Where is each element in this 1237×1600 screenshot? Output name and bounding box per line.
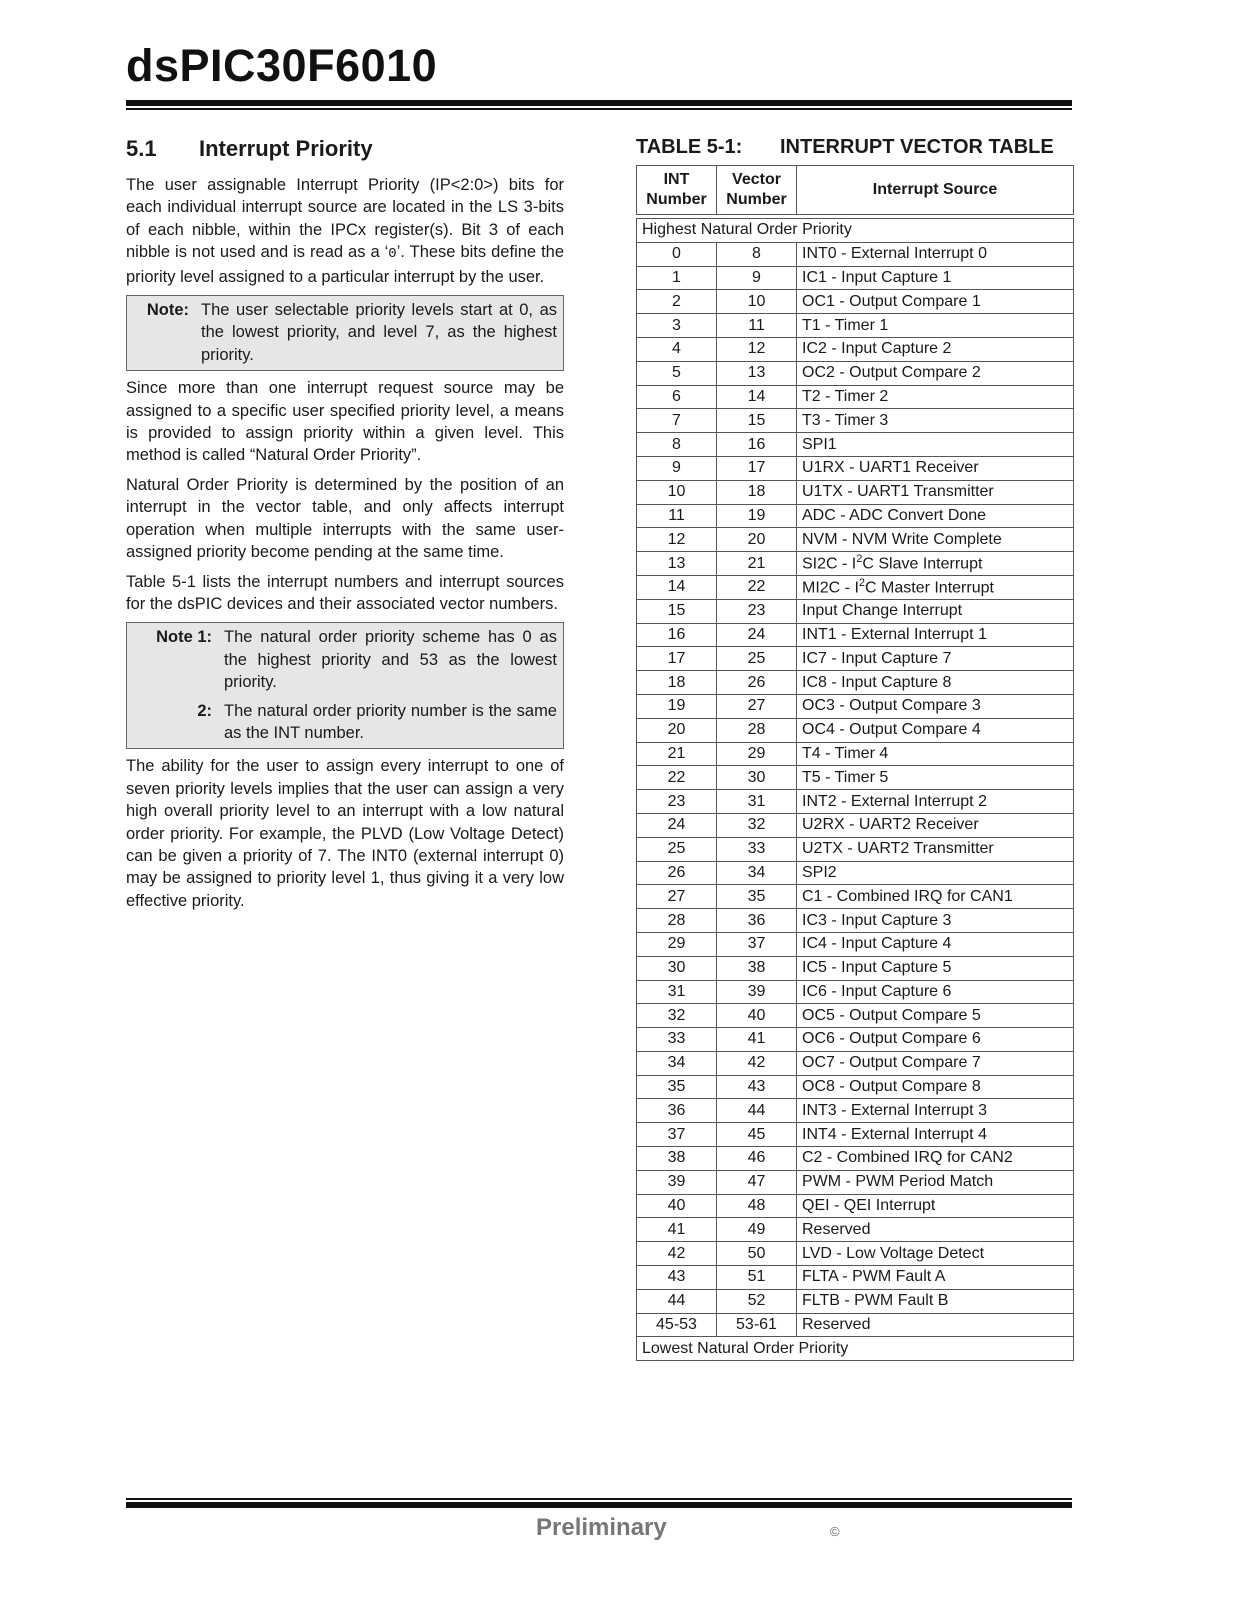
- int-number-cell: 11: [637, 504, 717, 528]
- source-text-suffix: C Slave Interrupt: [862, 555, 983, 573]
- vector-number-cell: 27: [717, 694, 797, 718]
- interrupt-source-cell: OC7 - Output Compare 7: [797, 1051, 1074, 1075]
- table-row: [637, 837, 1074, 861]
- vector-number-cell: 48: [717, 1194, 797, 1218]
- note-box-priority-levels: [126, 295, 564, 371]
- int-number-cell: 0: [637, 242, 717, 266]
- table-row: [637, 1028, 1074, 1052]
- table-row: [637, 528, 1074, 552]
- int-number-cell: 13: [637, 552, 717, 576]
- int-number-cell: 29: [637, 932, 717, 956]
- interrupt-source-cell: [797, 575, 1074, 599]
- paragraph-natural-order-definition: Natural Order Priority is determined by the position of an interrupt in the vector table, and only affects interrupt operation when multiple interrupts with the same user-assigned priority become pending at the same time.: [126, 475, 564, 562]
- interrupt-source-cell: FLTA - PWM Fault A: [797, 1266, 1074, 1290]
- footer-rule-thin: [126, 1498, 1072, 1500]
- paragraph-priority-bits: [126, 174, 564, 288]
- interrupt-source-cell: T1 - Timer 1: [797, 314, 1074, 338]
- table-row: [637, 623, 1074, 647]
- int-number-cell: 39: [637, 1170, 717, 1194]
- note-row-1: [133, 626, 557, 693]
- paragraph-table-reference: Table 5-1 lists the interrupt numbers and interrupt sources for the dsPIC devices and their associated vector numbers.: [126, 572, 564, 613]
- table-row: [637, 909, 1074, 933]
- interrupt-source-cell: INT2 - External Interrupt 2: [797, 790, 1074, 814]
- section-number: 5.1: [126, 136, 157, 161]
- interrupt-source-cell: U2RX - UART2 Receiver: [797, 813, 1074, 837]
- vector-number-cell: 26: [717, 671, 797, 695]
- table-row: [637, 694, 1074, 718]
- vector-number-cell: 24: [717, 623, 797, 647]
- int-number-cell: 8: [637, 433, 717, 457]
- table-row: [637, 361, 1074, 385]
- table-row: [637, 1289, 1074, 1313]
- vector-number-cell: 36: [717, 909, 797, 933]
- int-number-cell: 9: [637, 456, 717, 480]
- interrupt-source-cell: IC1 - Input Capture 1: [797, 266, 1074, 290]
- int-number-cell: 27: [637, 885, 717, 909]
- paragraph-priority-example: The ability for the user to assign every interrupt to one of seven priority levels implies that the user can assign a very high overall priority level to an interrupt with a low natural order priority. For example, the PLVD (Low Voltage Detect) can be given a priority of 7. The INT0 (external interrupt 0) may be assigned to priority level 1, thus giving it a very low effective priority.: [126, 757, 564, 910]
- int-number-cell: 5: [637, 361, 717, 385]
- section-title: Interrupt Priority: [199, 136, 373, 161]
- table-caption: [636, 136, 1074, 159]
- int-number-cell: 17: [637, 647, 717, 671]
- int-number-cell: 42: [637, 1242, 717, 1266]
- table-row: [637, 671, 1074, 695]
- vector-number-cell: 10: [717, 290, 797, 314]
- interrupt-source-cell: IC5 - Input Capture 5: [797, 956, 1074, 980]
- interrupt-source-cell: INT0 - External Interrupt 0: [797, 242, 1074, 266]
- lowest-priority-row: [637, 1337, 1074, 1361]
- vector-number-cell: 38: [717, 956, 797, 980]
- note-label-2: 2:: [197, 701, 212, 720]
- right-column: [636, 136, 1074, 1361]
- int-number-cell: 30: [637, 956, 717, 980]
- interrupt-source-cell: OC3 - Output Compare 3: [797, 694, 1074, 718]
- interrupt-source-cell: IC6 - Input Capture 6: [797, 980, 1074, 1004]
- interrupt-source-cell: INT4 - External Interrupt 4: [797, 1123, 1074, 1147]
- document-title: dsPIC30F6010: [126, 40, 438, 91]
- interrupt-source-cell: OC2 - Output Compare 2: [797, 361, 1074, 385]
- int-number-cell: 21: [637, 742, 717, 766]
- table-row: [637, 813, 1074, 837]
- table-row: [637, 861, 1074, 885]
- table-row: [637, 433, 1074, 457]
- int-number-cell: 40: [637, 1194, 717, 1218]
- vector-number-cell: 50: [717, 1242, 797, 1266]
- header-rule-thick: [126, 100, 1072, 106]
- vector-number-cell: 29: [717, 742, 797, 766]
- int-number-cell: 41: [637, 1218, 717, 1242]
- table-row: [637, 1004, 1074, 1028]
- interrupt-source-cell: T4 - Timer 4: [797, 742, 1074, 766]
- interrupt-source-cell: IC8 - Input Capture 8: [797, 671, 1074, 695]
- table-row: [637, 1313, 1074, 1337]
- int-number-cell: 28: [637, 909, 717, 933]
- table-row: [637, 504, 1074, 528]
- table-row: [637, 242, 1074, 266]
- vector-number-cell: 9: [717, 266, 797, 290]
- table-row: [637, 480, 1074, 504]
- vector-number-cell: 41: [717, 1028, 797, 1052]
- table-caption-title: INTERRUPT VECTOR TABLE: [780, 136, 1054, 158]
- footer-preliminary: Preliminary: [536, 1514, 667, 1541]
- int-number-cell: 3: [637, 314, 717, 338]
- table-row: [637, 1266, 1074, 1290]
- vector-number-cell: 43: [717, 1075, 797, 1099]
- vector-number-cell: 25: [717, 647, 797, 671]
- int-number-cell: 23: [637, 790, 717, 814]
- interrupt-source-cell: U1TX - UART1 Transmitter: [797, 480, 1074, 504]
- table-row: [637, 575, 1074, 599]
- int-number-cell: 44: [637, 1289, 717, 1313]
- paragraph-priority-bits-b: ’. These bits define the priority level assigned to a particular interrupt by the user.: [126, 243, 565, 286]
- table-row: [637, 718, 1074, 742]
- interrupt-source-cell: U2TX - UART2 Transmitter: [797, 837, 1074, 861]
- vector-number-cell: 17: [717, 456, 797, 480]
- source-text-prefix: MI2C - I: [802, 579, 859, 597]
- vector-number-cell: 33: [717, 837, 797, 861]
- table-row: [637, 932, 1074, 956]
- table-row: [637, 599, 1074, 623]
- table-row: [637, 885, 1074, 909]
- interrupt-source-cell: IC4 - Input Capture 4: [797, 932, 1074, 956]
- note-row: [133, 299, 557, 366]
- superscript-two: 2: [858, 577, 866, 590]
- vector-number-cell: 15: [717, 409, 797, 433]
- highest-priority-label: Highest Natural Order Priority: [637, 219, 1074, 243]
- vector-number-cell: 39: [717, 980, 797, 1004]
- paragraph-priority-bits-a: The user assignable Interrupt Priority (IP<2:0>) bits for each individual interrupt source are located in the LS 3-bits of each nibble, within the IPCx register(s). Bit 3 of each nibble is not used and is read as a ‘: [126, 176, 564, 262]
- table-row: [637, 1242, 1074, 1266]
- column-header-int-number: INT Number: [637, 166, 717, 215]
- table-row: [637, 1123, 1074, 1147]
- interrupt-source-cell: NVM - NVM Write Complete: [797, 528, 1074, 552]
- column-header-interrupt-source: Interrupt Source: [797, 166, 1074, 215]
- vector-number-cell: 8: [717, 242, 797, 266]
- int-number-cell: 24: [637, 813, 717, 837]
- interrupt-source-cell: [797, 552, 1074, 576]
- table-caption-number: TABLE 5-1:: [636, 136, 743, 158]
- interrupt-source-cell: IC7 - Input Capture 7: [797, 647, 1074, 671]
- vector-number-cell: 16: [717, 433, 797, 457]
- table-row: [637, 1075, 1074, 1099]
- table-row: [637, 290, 1074, 314]
- note-row-2: [133, 700, 557, 745]
- column-header-vector-number: Vector Number: [717, 166, 797, 215]
- paragraph-natural-order-intro: Since more than one interrupt request source may be assigned to a specific user specified priority level, a means is provided to assign priority within a given level. This method is called “Natural Order Priority”.: [126, 379, 564, 465]
- interrupt-source-cell: SPI2: [797, 861, 1074, 885]
- table-row: [637, 1170, 1074, 1194]
- vector-number-cell: 44: [717, 1099, 797, 1123]
- int-number-cell: 14: [637, 575, 717, 599]
- interrupt-source-cell: ADC - ADC Convert Done: [797, 504, 1074, 528]
- int-number-cell: 36: [637, 1099, 717, 1123]
- interrupt-source-cell: OC1 - Output Compare 1: [797, 290, 1074, 314]
- int-number-cell: 43: [637, 1266, 717, 1290]
- vector-number-cell: 35: [717, 885, 797, 909]
- table-row: [637, 1194, 1074, 1218]
- vector-number-cell: 52: [717, 1289, 797, 1313]
- vector-number-cell: 22: [717, 575, 797, 599]
- vector-number-cell: 45: [717, 1123, 797, 1147]
- int-number-cell: 1: [637, 266, 717, 290]
- table-row: [637, 1099, 1074, 1123]
- vector-number-cell: 46: [717, 1147, 797, 1171]
- vector-number-cell: 31: [717, 790, 797, 814]
- source-text-suffix: C Master Interrupt: [865, 579, 994, 597]
- vector-number-cell: 49: [717, 1218, 797, 1242]
- vector-number-cell: 37: [717, 932, 797, 956]
- interrupt-source-cell: INT1 - External Interrupt 1: [797, 623, 1074, 647]
- vector-number-cell: 12: [717, 337, 797, 361]
- interrupt-source-cell: SPI1: [797, 433, 1074, 457]
- left-column: [126, 136, 564, 919]
- vector-number-cell: 21: [717, 552, 797, 576]
- interrupt-source-cell: OC4 - Output Compare 4: [797, 718, 1074, 742]
- int-number-cell: 12: [637, 528, 717, 552]
- int-number-cell: 16: [637, 623, 717, 647]
- interrupt-source-cell: T5 - Timer 5: [797, 766, 1074, 790]
- table-row: [637, 1218, 1074, 1242]
- note-text: The user selectable priority levels start at 0, as the lowest priority, and level 7, as the highest priority.: [201, 301, 557, 364]
- source-text-prefix: SI2C - I: [802, 555, 857, 573]
- vector-number-cell: 30: [717, 766, 797, 790]
- int-number-cell: 31: [637, 980, 717, 1004]
- table-row: [637, 456, 1074, 480]
- int-number-cell: 35: [637, 1075, 717, 1099]
- vector-number-cell: 42: [717, 1051, 797, 1075]
- vector-number-cell: 53-61: [717, 1313, 797, 1337]
- vector-number-cell: 20: [717, 528, 797, 552]
- table-row: [637, 742, 1074, 766]
- table-row: [637, 766, 1074, 790]
- interrupt-source-cell: Reserved: [797, 1218, 1074, 1242]
- interrupt-source-cell: C2 - Combined IRQ for CAN2: [797, 1147, 1074, 1171]
- footer-rule-thick: [126, 1502, 1072, 1508]
- inline-code-zero: 0: [388, 246, 397, 263]
- header-rule-thin: [126, 108, 1072, 110]
- note-box-natural-order: [126, 622, 564, 749]
- int-number-cell: 18: [637, 671, 717, 695]
- int-number-cell: 22: [637, 766, 717, 790]
- highest-priority-row: [637, 219, 1074, 243]
- table-row: [637, 980, 1074, 1004]
- interrupt-source-cell: PWM - PWM Period Match: [797, 1170, 1074, 1194]
- table-row: [637, 552, 1074, 576]
- lowest-priority-label: Lowest Natural Order Priority: [637, 1337, 1074, 1361]
- vector-number-cell: 19: [717, 504, 797, 528]
- vector-number-cell: 32: [717, 813, 797, 837]
- table-row: [637, 314, 1074, 338]
- interrupt-source-cell: LVD - Low Voltage Detect: [797, 1242, 1074, 1266]
- vector-number-cell: 34: [717, 861, 797, 885]
- footer-copyright: ©: [830, 1524, 840, 1539]
- int-number-cell: 20: [637, 718, 717, 742]
- int-number-cell: 38: [637, 1147, 717, 1171]
- int-number-cell: 4: [637, 337, 717, 361]
- table-row: [637, 1147, 1074, 1171]
- interrupt-source-cell: INT3 - External Interrupt 3: [797, 1099, 1074, 1123]
- int-number-cell: 15: [637, 599, 717, 623]
- int-number-cell: 45-53: [637, 1313, 717, 1337]
- table-row: [637, 409, 1074, 433]
- vector-number-cell: 47: [717, 1170, 797, 1194]
- table-row: [637, 956, 1074, 980]
- table-row: [637, 1051, 1074, 1075]
- int-number-cell: 10: [637, 480, 717, 504]
- interrupt-source-cell: Reserved: [797, 1313, 1074, 1337]
- int-number-cell: 2: [637, 290, 717, 314]
- table-row: [637, 647, 1074, 671]
- table-row: [637, 266, 1074, 290]
- int-number-cell: 7: [637, 409, 717, 433]
- interrupt-vector-table: [636, 165, 1074, 1361]
- interrupt-source-cell: T2 - Timer 2: [797, 385, 1074, 409]
- interrupt-source-cell: FLTB - PWM Fault B: [797, 1289, 1074, 1313]
- vector-number-cell: 18: [717, 480, 797, 504]
- vector-number-cell: 13: [717, 361, 797, 385]
- table-row: [637, 385, 1074, 409]
- int-number-cell: 6: [637, 385, 717, 409]
- vector-number-cell: 40: [717, 1004, 797, 1028]
- int-number-cell: 33: [637, 1028, 717, 1052]
- interrupt-source-cell: IC2 - Input Capture 2: [797, 337, 1074, 361]
- vector-number-cell: 23: [717, 599, 797, 623]
- interrupt-source-cell: OC8 - Output Compare 8: [797, 1075, 1074, 1099]
- superscript-two: 2: [856, 553, 863, 566]
- table-row: [637, 337, 1074, 361]
- interrupt-source-cell: IC3 - Input Capture 3: [797, 909, 1074, 933]
- int-number-cell: 34: [637, 1051, 717, 1075]
- note-text-1: The natural order priority scheme has 0 as the highest priority and 53 as the lowest priority.: [224, 628, 557, 692]
- vector-number-cell: 51: [717, 1266, 797, 1290]
- vector-number-cell: 11: [717, 314, 797, 338]
- int-number-cell: 26: [637, 861, 717, 885]
- note-text-2: The natural order priority number is the same as the INT number.: [224, 701, 557, 742]
- interrupt-source-cell: C1 - Combined IRQ for CAN1: [797, 885, 1074, 909]
- note-label-1: Note 1:: [156, 628, 212, 647]
- table-row: [637, 790, 1074, 814]
- interrupt-source-cell: U1RX - UART1 Receiver: [797, 456, 1074, 480]
- int-number-cell: 19: [637, 694, 717, 718]
- interrupt-source-cell: QEI - QEI Interrupt: [797, 1194, 1074, 1218]
- vector-number-cell: 14: [717, 385, 797, 409]
- interrupt-source-cell: T3 - Timer 3: [797, 409, 1074, 433]
- vector-number-cell: 28: [717, 718, 797, 742]
- interrupt-source-cell: OC5 - Output Compare 5: [797, 1004, 1074, 1028]
- interrupt-source-cell: Input Change Interrupt: [797, 599, 1074, 623]
- int-number-cell: 25: [637, 837, 717, 861]
- int-number-cell: 37: [637, 1123, 717, 1147]
- interrupt-source-cell: OC6 - Output Compare 6: [797, 1028, 1074, 1052]
- note-label: Note:: [146, 301, 189, 320]
- section-heading: [126, 136, 564, 162]
- table-header-row: [637, 166, 1074, 215]
- int-number-cell: 32: [637, 1004, 717, 1028]
